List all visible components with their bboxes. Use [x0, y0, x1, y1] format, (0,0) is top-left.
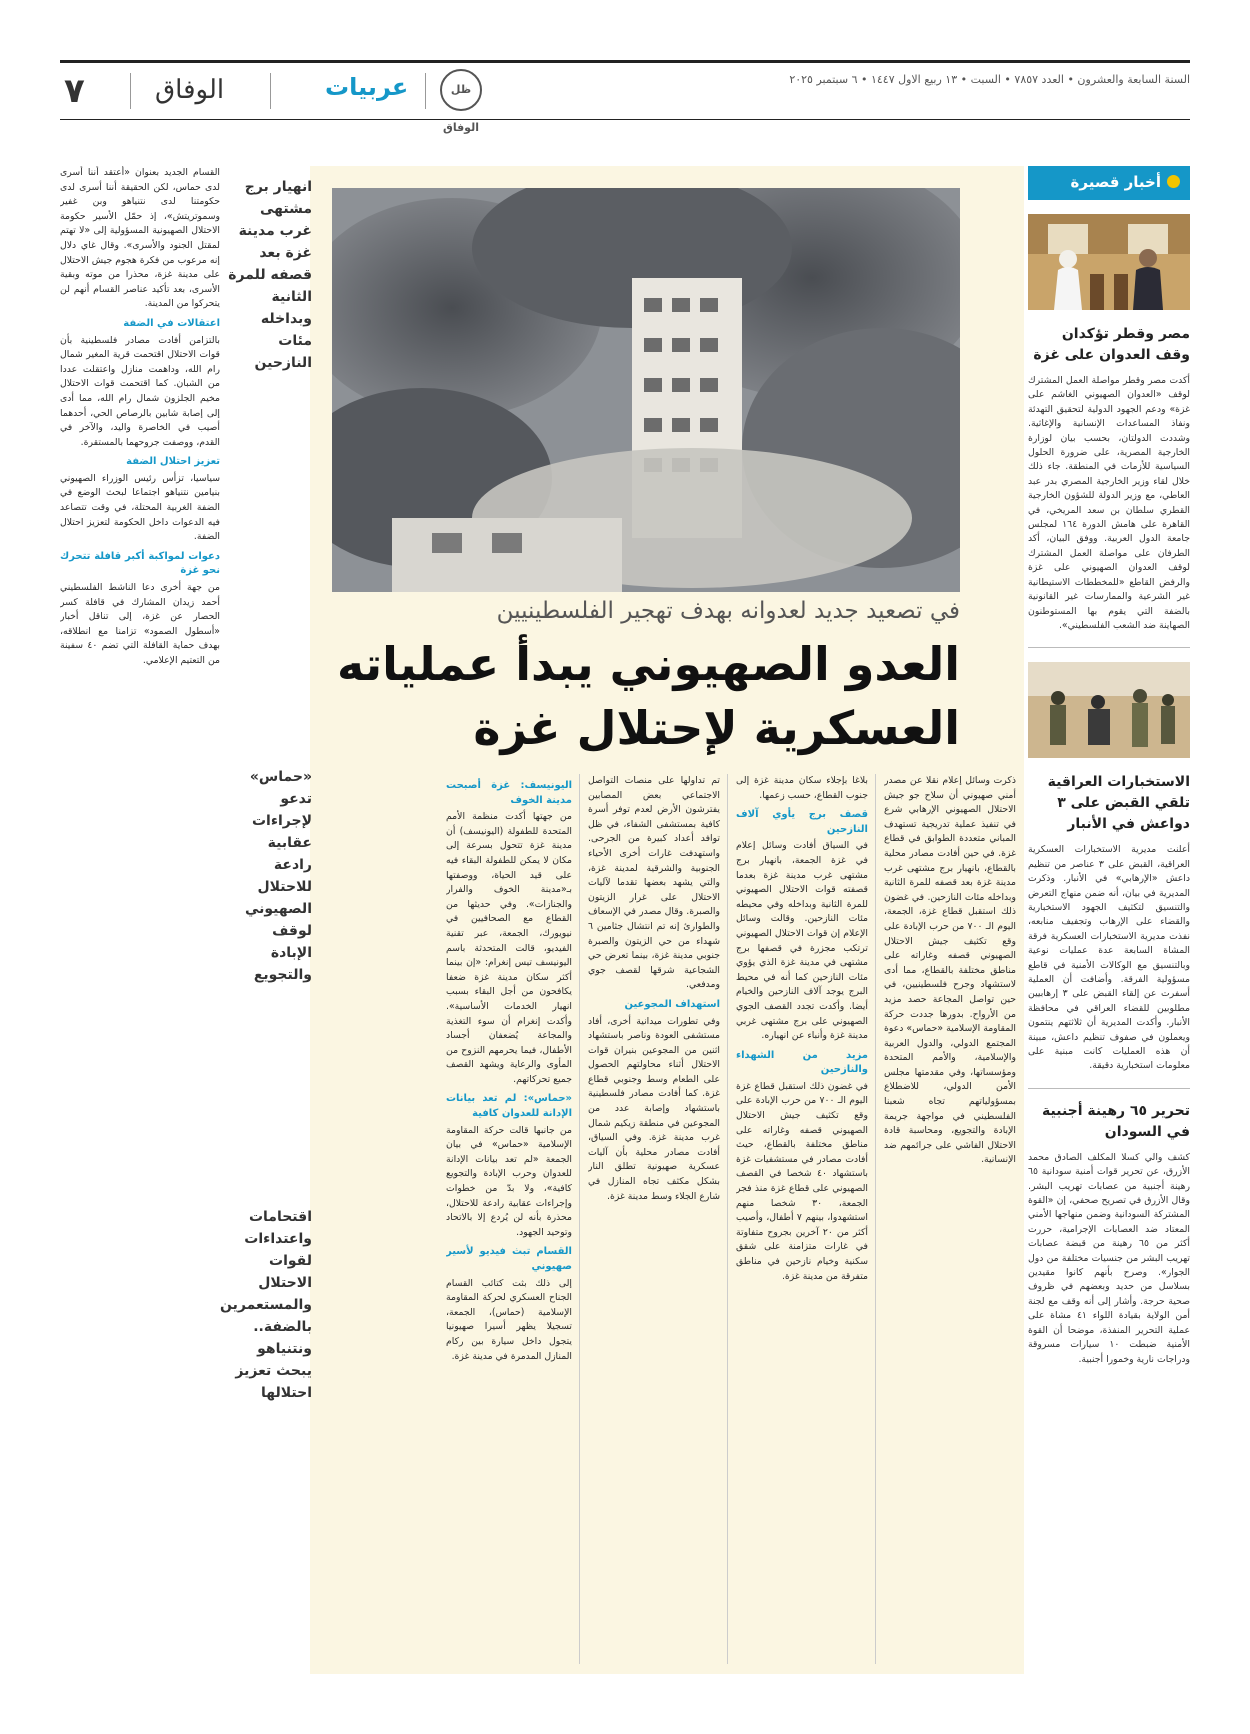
column-paragraph: في غضون ذلك استقبل قطاع غزة اليوم الـ ٧٠٠ من حرب الإبادة على وقع تكثيف جيش الاحتلال الصهيوني قصفه وغاراته على مناطق مختلفة بالقطاع، حيث أفادت مصادر في مستشفيات غزة باستشهاد ٤٠ شخصا في القصف الصهيوني على قطاع غزة منذ فجر الجمعة، ٣٠ شخصا منهم استشهدوا، بينهم ٧ أطفال، وأصيب أكثر من ٢٠ آخرين بجروح متفاوتة في غارات متزامنة على شقق سكنية وخيام نازحين في مناطق متفرقة من مدينة غزة. — [736, 1080, 868, 1282]
page-number: ٧ — [64, 71, 85, 111]
newspaper-brand: الوفاق — [155, 75, 225, 105]
divider — [875, 774, 876, 1664]
article-column-3 — [588, 774, 720, 1664]
brief-body: كشف والي كسلا المكلف الصادق محمد الأزرق، عن تحرير قوات أمنية سودانية ٦٥ رهينة أجنبية من عصابات تهريب البشر. وقال الأزرق في تصريح صحفي، إن «القوة المشتركة السودانية وضمن منهاجها الأمني المعتاد ضد العصابات الإجرامية، حررت أكثر من ٦٥ رهينة من قبضة عصابات تهريب البشر من جنسيات مختلفة من دول الجوار». وصرح بأنهم كانوا مقيدين بسلاسل من حديد وبعضهم في ظروف صحية حرجة. وأشار إلى أنه وقف مع لجنة أمن الولاية بقيادة اللواء ٤١ مشاة على عملية التحرير المنفذة، موضحا أن القوة الأمنية ضبطت ١٠ سيارات مسروقة ودراجات نارية وخمورا أجنبية. — [1028, 1151, 1191, 1365]
column-subheading: تعزيز احتلال الضفة — [126, 456, 220, 468]
column-paragraph: بلاغا بإجلاء سكان مدينة غزة إلى جنوب القطاع، حسب زعمها. — [736, 775, 868, 801]
column-subheading: «حماس»: لم تعد بيانات الإدانة للعدوان كافية — [446, 1093, 572, 1120]
pullquote-tower: انهيار برج مشتهى غرب مدينة غزة بعد قصفه للمرة الثانية وبداخله مئات النازحين — [228, 179, 312, 371]
article-column-2 — [736, 774, 868, 1664]
column-paragraph: بالتزامن أفادت مصادر فلسطينية بأن قوات الاحتلال اقتحمت قرية المغير شمال رام الله، وداهمت منازل واعتقلت عددا من الشبان. كما اقتحمت قوات الاحتلال مخيم الجلزون شمال رام الله، مما أدى إلى إصابة شابين بالرصاص الحي، أحدهما أصيب في الخاصرة واليد، والآخر في القدم، ووصفت جروحهما بالمستقرة. — [60, 334, 220, 448]
divider — [130, 73, 131, 109]
column-text — [736, 774, 868, 1284]
column-paragraph: من جهتها أكدت منظمة الأمم المتحدة للطفولة (اليونيسف) أن مدينة غزة تتحول بسرعة إلى مكان لا يمكن للطفولة البقاء فيه على قيد الحياة، ووصفتها بـ«مدينة الخوف والفرار والجنازات». وفي حديثها من القطاع مع الصحافيين في نيويورك، الجمعة، عبر تقنية الفيديو، قالت المتحدثة باسم اليونيسف تيس إنغرام: «إن بينما أكثر سكان مدينة غزة ضعفا يكافحون من أجل البقاء بسبب انهيار الخدمات الأساسية». وأكدت إنغرام أن سوء التغذية والمجاعة يُضعفان أجساد الأطفال، فيما يحرمهم النزوح من المأوى والرعاية ويشهد القصف جميع تحركاتهم. — [446, 811, 572, 1085]
column-paragraph: في السياق أفادت وسائل إعلام في غزة الجمعة، بانهيار برج مشتهى غرب مدينة غزة بعدما قصفته قوات الاحتلال الصهيوني للمرة الثانية وبداخله وفي محيطه مئات النازحين. وقالت وسائل الإعلام إن قوات الاحتلال الصهيوني ترتكب مجزرة في قصفها برج مشتهى في مدينة غزة الذي يؤوي مئات النازحين كما أنه في محيط البرج يوجد آلاف النازحين والخيام أيضا. وأكدت تجدد القصف الجوي الصهيوني على برج مشتهى غربي مدينة غزة وأنباء عن انهياره. — [736, 840, 868, 1042]
column-text — [60, 166, 220, 669]
column-subheading: اليونيسف: غزة أصبحت مدينة الخوف — [446, 780, 572, 806]
news-briefs-sidebar — [1028, 166, 1190, 1674]
divider — [270, 73, 271, 109]
tower-collapse-photo — [332, 188, 960, 592]
divider — [727, 774, 728, 1664]
brief-title: مصر وقطر تؤكدان وقف العدوان على غزة — [1033, 326, 1190, 363]
section-title: عربيات — [325, 73, 409, 101]
column-subheading: مزيد من الشهداء والنازحين — [736, 1049, 868, 1076]
section-logo: ظل الوفاق — [440, 69, 482, 111]
article-column-1 — [884, 774, 1016, 1664]
pullquote-westbank: اقتحامات واعتداءات لقوات الاحتلال والمستعمرين بالضفة.. ونتنياهو يبحث تعزيز احتلالها — [220, 1209, 312, 1401]
article-column-4 — [446, 774, 572, 1664]
article-headline: العدو الصهيوني يبدأ عملياته العسكرية لإحتلال غزة — [336, 637, 960, 755]
brief-title: تحرير ٦٥ رهينة أجنبية في السودان — [1042, 1102, 1190, 1140]
photo-egypt-qatar-meeting — [1028, 214, 1190, 310]
brief-body: أكدت مصر وقطر مواصلة العمل المشترك لوقف «العدوان الصهيوني الغاشم على غزة» ودعم الجهود الدولية لتحقيق التهدئة ونفاذ المساعدات الإنسانية والإغاثية. وشددت الدولتان، بحسب بيان لوزارة الخارجية المصرية، على ضرورة الحلول السياسية للأزمات في المنطقة. جاء ذلك خلال لقاء وزير الخارجية المصري بدر عبد العاطي، مع وزير الدولة للشؤون الخارجية القطري سلطان بن سعد المريخي، في القاهرة على هامش الدورة ١٦٤ لمجلس جامعة الدول العربية. ووفق البيان، أكد الطرفان على مواصلة العمل المشترك لوقف العدوان الصهيوني على غزة والرفض القاطع «للمخططات الاستيطانية غير الشرعية والممارسات غير القانونية بالضفة التي يقوم بها المستوطنون الصهاينة ضد الشعب الفلسطيني». — [1028, 375, 1190, 631]
divider — [579, 774, 580, 1664]
brief-body: أعلنت مديرية الاستخبارات العسكرية العراقية، القبض على ٣ عناصر من تنظيم داعش «الإرهابي» في الأنبار. وذكرت المديرية في بيان، أنه ضمن منهاج التعرض والتنسيق لتكثيف الجهود الاستخبارية والقضاء على الإرهاب وتجفيف منابعه، نفذت مديرية الاستخبارات العسكرية فرقة المشاة السابعة عدة عمليات نوعية وبالتنسيق مع الوكالات الأمنية في قاطع مسؤولية الفرقة. وأضافت أن العملية أسفرت عن إلقاء القبض على ٣ إرهابيين مطلوبين للقضاء العراقي في محافظة الأنبار. وأكدت المديرية أن ثلاثتهم ينتمون ويعملون في صفوف تنظيم داعش، مبينة أن هذه العمليات كانت مبنية على معلومات استخبارية دقيقة. — [1028, 844, 1190, 1072]
column-paragraph: من جانبها قالت حركة المقاومة الإسلامية «حماس» في بيان الجمعة «لم تعد بيانات الإدانة للعدوان وحرب الإبادة والتجويع كافية»، ولا بدّ من خطوات وإجراءات عقابية رادعة للاحتلال، محذرة بأنه لن يُردع إلا بالاتحاد وتوحيد الجهود. — [446, 1124, 572, 1238]
divider — [1028, 1088, 1190, 1089]
column-subheading: دعوات لمواكبة أكبر قافلة تتحرك نحو غزة — [60, 550, 220, 577]
divider — [1028, 647, 1190, 648]
meeting-photo-icon — [1028, 214, 1190, 310]
column-subheading: استهداف المجوعين — [624, 998, 720, 1010]
page-header — [60, 60, 1190, 134]
soldiers-photo-icon — [1028, 662, 1190, 758]
article-subhead: في تصعيد جديد لعدوانه بهدف تهجير الفلسطينيين — [496, 598, 960, 624]
column-text — [446, 779, 572, 1364]
pullquote-hamas: «حماس» تدعو لإجراءات عقابية رادعة للاحتلال الصهيوني لوقف الإبادة والتجويع — [244, 769, 312, 983]
column-paragraph: القسام الجديد بعنوان «أعتقد أننا أسرى لدى حماس، لكن الحقيقة أننا أسرى لدى حكومتنا لدى نتنياهو وبن غفير وسموتريتش»، إذ حمّل الأسير حكومة الاحتلال الصهيونية المسؤولية إلى «لا تهتم لمقتل الجنود والأسرى». وقال غاي دلال إنه مرعوب من فكرة هجوم جيش الاحتلال على مدينة غزة، محذرا من موته وبقية الأسرى، بعد تأكيد عناصر القسام أنهم لن يتحركوا من المدينة. — [60, 167, 220, 310]
photo-iraq-arrest — [1028, 662, 1190, 758]
divider — [425, 73, 426, 109]
sidebar-heading: أخبار قصيرة — [1028, 166, 1190, 200]
column-paragraph: من جهة أخرى دعا الناشط الفلسطيني أحمد زيدان المشارك في قافلة كسر الحصار عن غزة، إلى تناقل أخبار «أسطول الصمود» تزامنا مع انطلاقه، بهدف حماية القافلة التي تضم ٤٠ سفينة من التعتيم الإعلامي. — [60, 582, 220, 666]
column-paragraph: سياسيا، تزأس رئيس الوزراء الصهيوني بنيامين نتنياهو اجتماعا لبحث الوضع في الضفة الغربية المحتلة، في وقت تتصاعد فيه الدعوات داخل الحكومة لتعزيز احتلال الضفة. — [60, 472, 220, 543]
column-text: ذكرت وسائل إعلام نقلا عن مصدر أمني صهيوني أن سلاح جو جيش الاحتلال الصهيوني الإرهابي شرع في تنفيذ عملية تدريجية تستهدف المباني متعددة الطوابق في قطاع غزة. في حين أفادت مصادر محلية بالقطاع، بانهيار برج مشتهى غرب مدينة غزة بعد قصفه للمرة الثانية وبداخله مئات النازحين. في غضون ذلك استقبل قطاع غزة، الجمعة، اليوم الـ ٧٠٠ من حرب الإبادة على وقع تكثيف جيش الاحتلال الصهيوني قصفه وغاراته على مناطق مختلفة بالقطاع، مما أدى لاستشهاد وجرح فلسطينيين، في حين تواصل المجاعة حصد مزيد من الأرواح. بدورها جددت حركة المقاومة الإسلامية «حماس» دعوة المجتمع الدولي، والدول العربية والإسلامية، والأمم المتحدة ومؤسساتها، وفي مقدمتها مجلس الأمن الدولي، للاضطلاع بمسؤولياتهم تجاه شعبنا الفلسطيني في مواجهة جريمة الإبادة والتجويع، ومحاسبة قادة الاحتلال الفاشي على جرائمهم ضد الإنسانية. — [884, 775, 1016, 1166]
smoke-building-photo-icon — [332, 188, 960, 592]
column-subheading: قصف برج يأوي آلاف النازحين — [736, 809, 868, 835]
column-paragraph: تم تداولها على منصات التواصل الاجتماعي بعض المصابين يفترشون الأرض لعدم توفر أسرة كافية بمستشفى الشفاء، في ظل توافد أعداد كبيرة من الجرحى. واستهدفت غارات أخرى الأحياء الجنوبية والشرقية لمدينة غزة، والتي يشهد بعضها تقدما لآليات الاحتلال على غرار الزيتون والصبرة. وقال مصدر في الإسعاف والطوارئ إنه تم انتشال جثامين ٦ شهداء من حي الزيتون والصبرة جنوبي مدينة غزة، بينما تعرض حي الشجاعية شرقها لقصف جوي ومدفعي. — [588, 775, 720, 991]
bullet-dot-icon — [1167, 175, 1180, 188]
column-subheading: اعتقالات في الضفة — [123, 317, 220, 329]
column-paragraph: وفي تطورات ميدانية أخرى، أفاد مستشفى العودة وناصر باستشهاد اثنين من المجوعين بنيران قوات الاحتلال أثناء محاولتهم الحصول على الطعام وسط وجنوبي قطاع غزة. كما أفادت مصادر فلسطينية باستشهاد وإصابة عدد من المجوعين في منطقة زيكيم شمال غرب مدينة غزة. وفي السياق، أفادت مصادر محلية بأن آليات عسكرية صهيونية تطلق النار بشكل مكثف تجاه المنازل في شارع الجلاء وسط مدينة غزة. — [588, 1015, 720, 1202]
dateline: السنة السابعة والعشرون • العدد ٧٨٥٧ • السبت • ١٣ ربيع الاول ١٤٤٧ • ٦ سبتمبر ٢٠٢٥ — [789, 73, 1190, 86]
main-article — [60, 166, 1024, 1674]
column-subheading: القسام تبث فيديو لأسير صهيوني — [446, 1246, 572, 1272]
article-column-5 — [60, 166, 220, 1674]
column-text — [588, 774, 720, 1204]
brief-title: الاستخبارات العراقية تلقي القبض على ٣ دواعش في الأنبار — [1047, 774, 1190, 833]
column-paragraph: إلى ذلك بثت كتائب القسام الجناح العسكري لحركة المقاومة الإسلامية (حماس)، الجمعة، تسجيلا يظهر أسيرا صهيونيا يتجول داخل سيارة بين ركام المنازل المدمرة في مدينة غزة. — [446, 1277, 572, 1362]
